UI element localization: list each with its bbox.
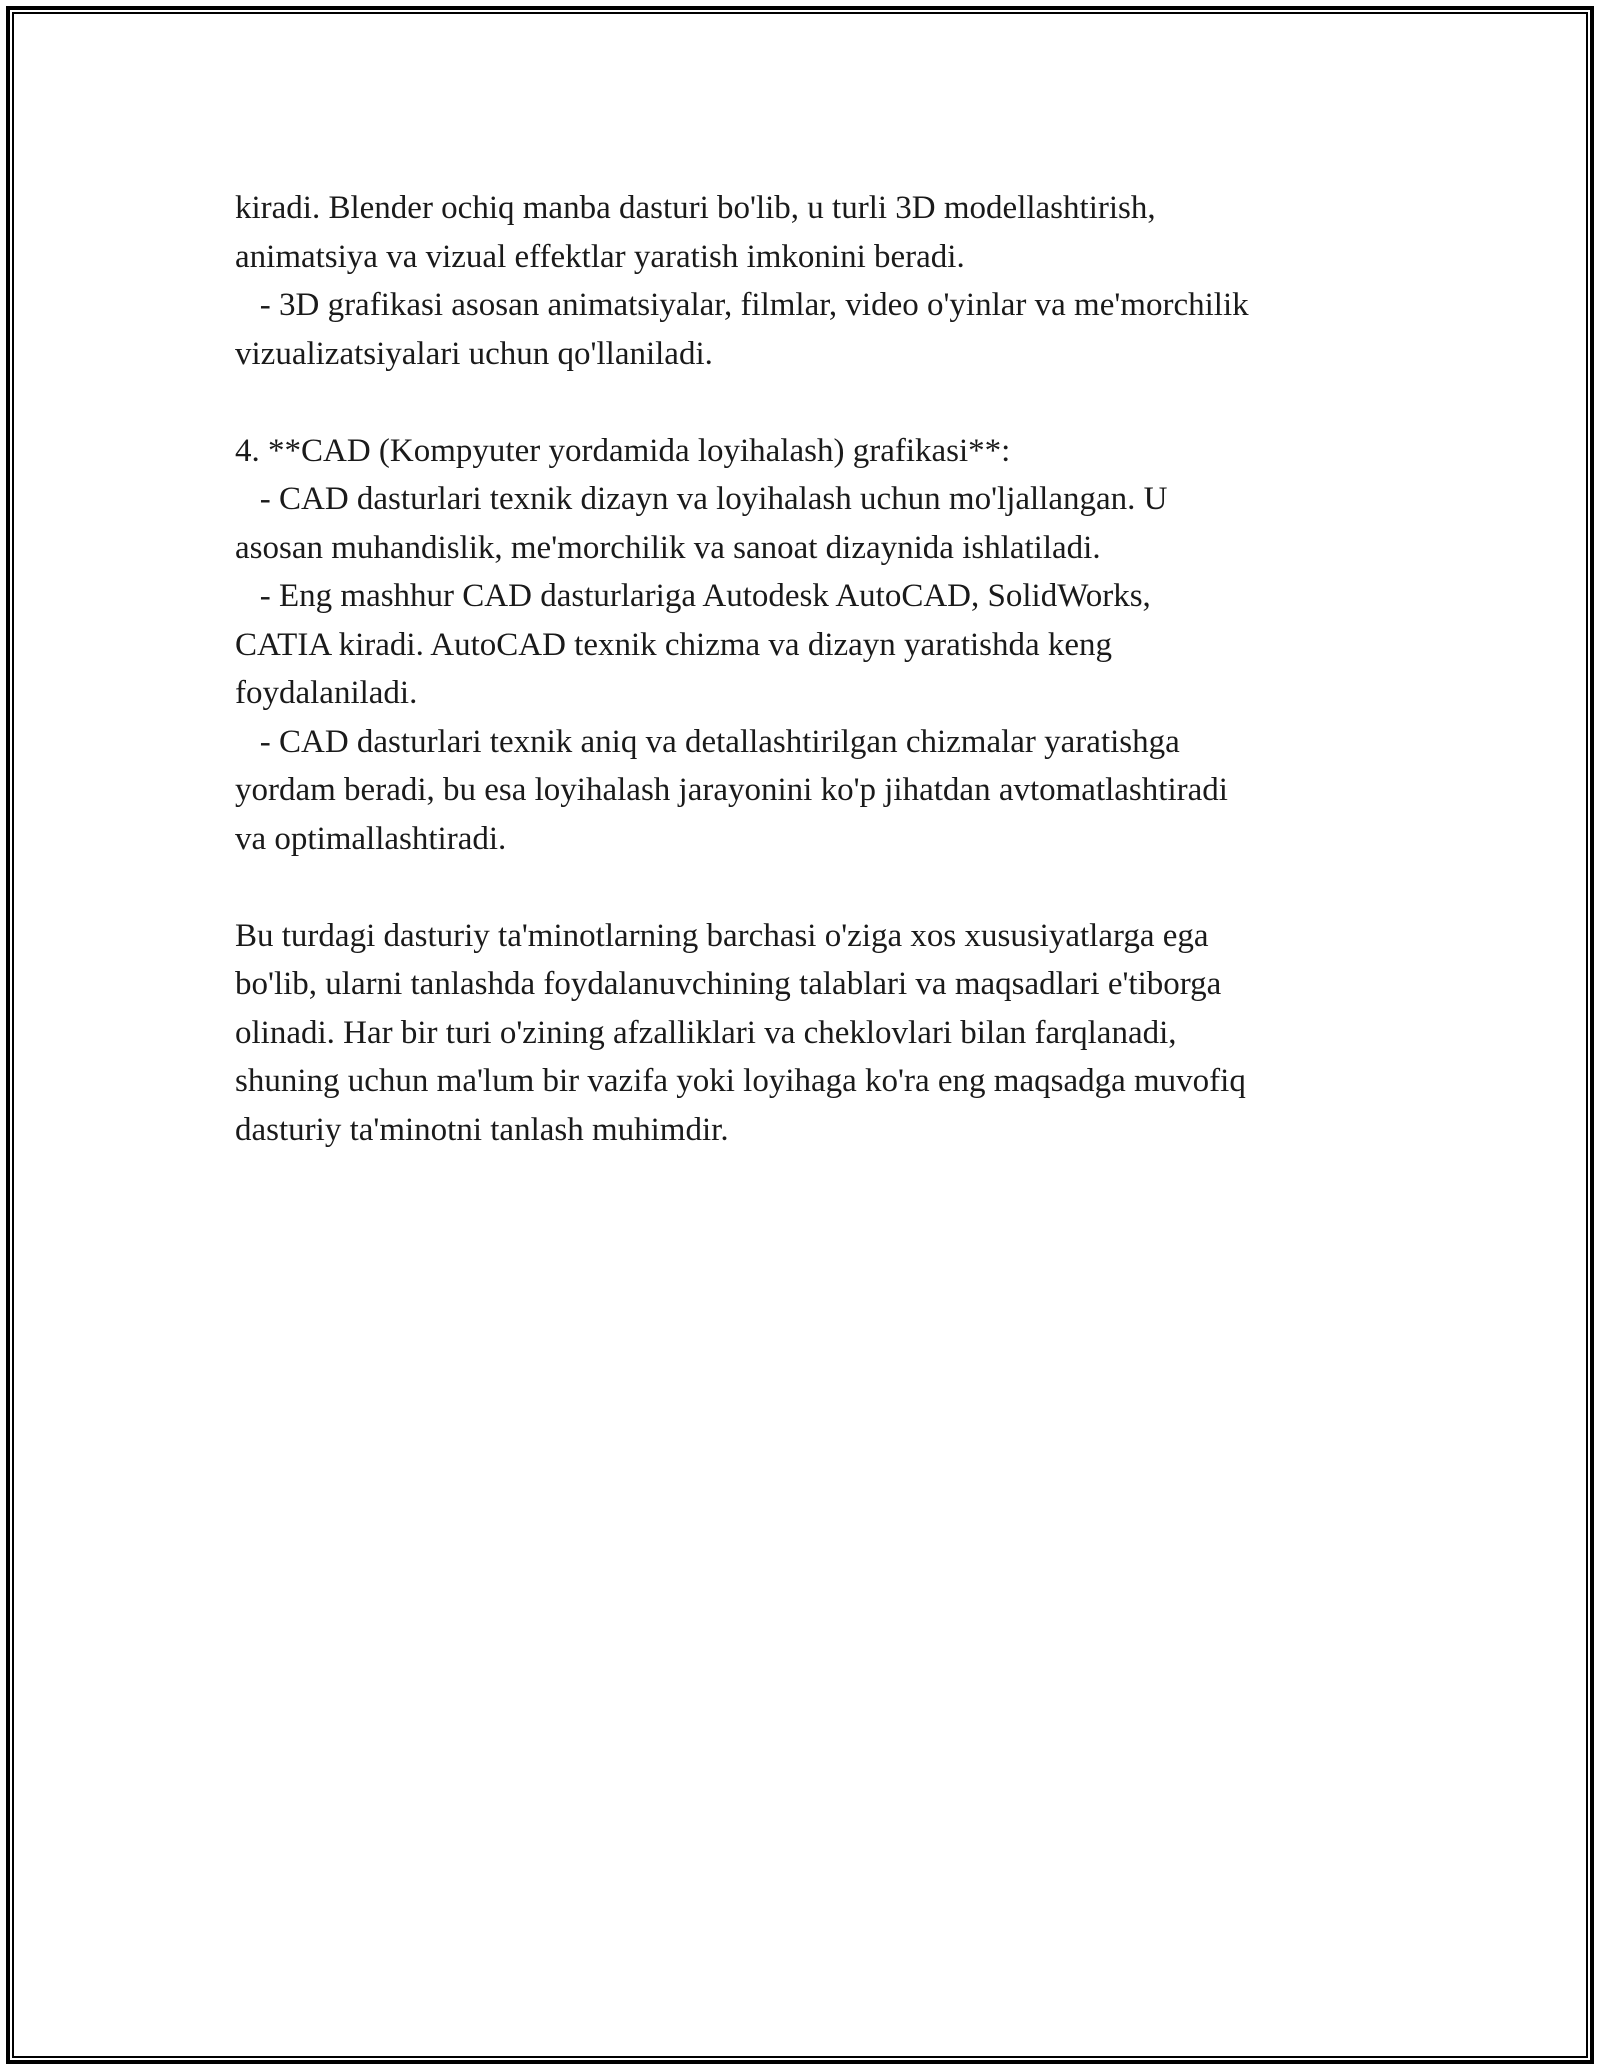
text-line: olinadi. Har bir turi o'zining afzalliklari va cheklovlari bilan farqlanadi, [235, 1014, 1177, 1051]
text-line: va optimallashtiradi. [235, 820, 507, 857]
text-line: - 3D grafikasi asosan animatsiyalar, filmlar, video o'yinlar va me'morchilik [235, 287, 1249, 323]
text-line: CATIA kiradi. AutoCAD texnik chizma va dizayn yaratishda keng [235, 626, 1113, 663]
text-line: - Eng mashhur CAD dasturlariga Autodesk AutoCAD, SolidWorks, [235, 578, 1151, 614]
blank-line [235, 863, 1395, 912]
text-line: yordam beradi, bu esa loyihalash jarayonini ko'p jihatdan avtomatlashtiradi [235, 772, 1228, 808]
text-line: kiradi. Blender ochiq manba dasturi bo'lib, u turli 3D modellashtirish, [235, 190, 1156, 226]
text-line: Bu turdagi dasturiy ta'minotlarning barchasi o'ziga xos xususiyatlarga ega [235, 917, 1209, 954]
document-body [235, 184, 1395, 1154]
text-line: bo'lib, ularni tanlashda foydalanuvchining talablari va maqsadlari e'tiborga [235, 966, 1222, 1002]
text-line: vizualizatsiyalari uchun qo'llaniladi. [235, 335, 713, 372]
text-line: - CAD dasturlari texnik aniq va detallashtirilgan chizmalar yaratishga [235, 723, 1180, 760]
text-line: animatsiya va vizual effektlar yaratish imkonini beradi. [235, 238, 965, 275]
section-heading: 4. **CAD (Kompyuter yordamida loyihalash) grafikasi**: [235, 432, 1011, 469]
blank-line [235, 378, 1395, 427]
text-line: - CAD dasturlari texnik dizayn va loyihalash uchun mo'ljallangan. U [235, 481, 1168, 517]
text-line: shuning uchun ma'lum bir vazifa yoki loyihaga ko'ra eng maqsadga muvofiq [235, 1063, 1246, 1099]
text-line: asosan muhandislik, me'morchilik va sanoat dizaynida ishlatiladi. [235, 529, 1101, 566]
text-line: foydalaniladi. [235, 675, 418, 711]
text-line: dasturiy ta'minotni tanlash muhimdir. [235, 1111, 729, 1148]
